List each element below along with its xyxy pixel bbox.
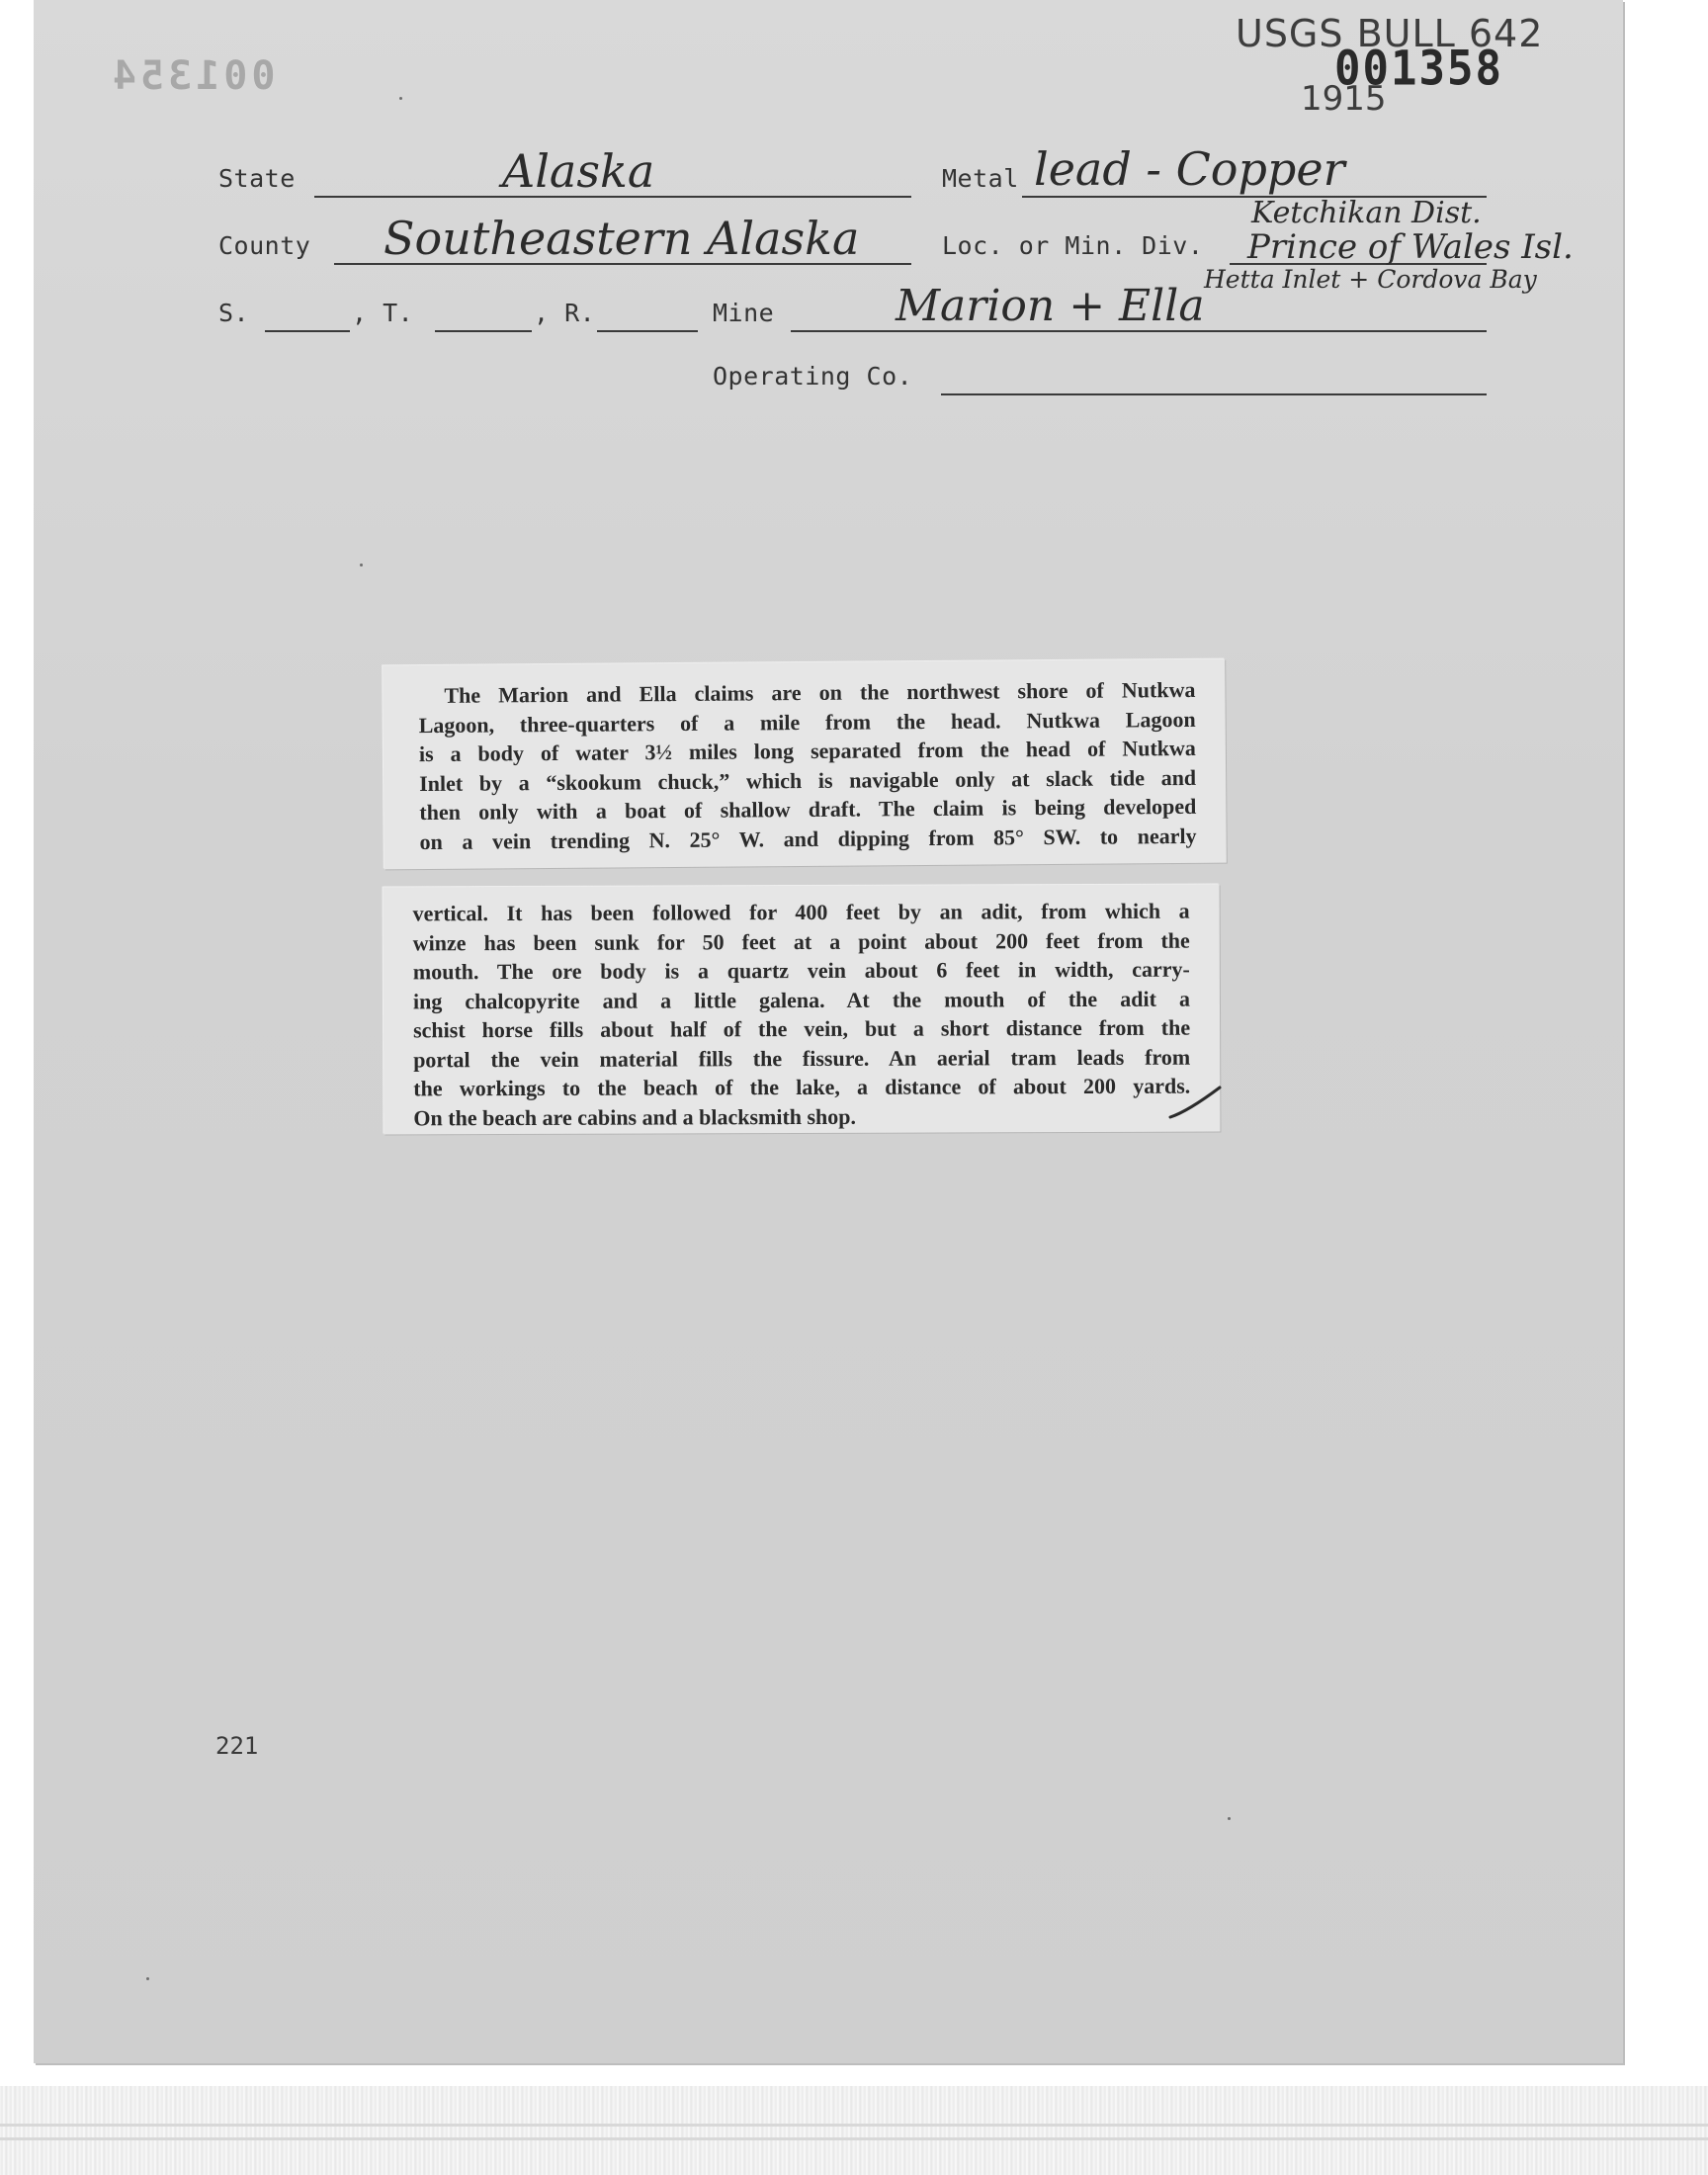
- range-label: , R.: [534, 299, 596, 327]
- metal-value: lead - Copper: [1034, 142, 1345, 196]
- township-underline: [435, 330, 532, 332]
- loc-line2: Prince of Wales Isl.: [1247, 227, 1574, 267]
- loc-line3: Hetta Inlet + Cordova Bay: [1204, 265, 1537, 294]
- clipping1-line-5: then only with a boat of shallow draft. The claim is being developed: [419, 793, 1197, 826]
- section-underline: [265, 330, 350, 332]
- metal-label: Metal: [942, 164, 1019, 193]
- clipping2-line-3: mouth. The ore body is a quartz vein about 6 feet in width, carry-: [412, 956, 1190, 985]
- range-underline: [597, 330, 698, 332]
- clipping1-line-4: Inlet by a “skookum chuck,” which is navigable only at slack tide and: [419, 764, 1197, 796]
- clipping2-line-8: On the beach are cabins and a blacksmith shop.: [413, 1103, 857, 1130]
- loc-label: Loc. or Min. Div.: [942, 231, 1204, 260]
- county-value: Southeastern Alaska: [384, 212, 860, 265]
- clipping-paragraph-2: [384, 885, 1221, 1135]
- clipping2-line-7: the workings to the beach of the lake, a distance of about 200 yards.: [413, 1073, 1191, 1101]
- clipping2-line-1: vertical. It has been followed for 400 feet by an adit, from which a: [412, 898, 1190, 926]
- section-label: S.: [218, 299, 250, 327]
- clipping2-line-5: schist horse fills about half of the vein, but a short distance from the: [413, 1014, 1191, 1043]
- township-label: , T.: [352, 299, 414, 327]
- loc-line1: Ketchikan Dist.: [1251, 196, 1482, 230]
- clipping-paragraph-1: [383, 659, 1227, 870]
- clipping1-line-2: Lagoon, three-quarters of a mile from the head. Nutkwa Lagoon: [418, 706, 1196, 738]
- scan-artifact-band: [0, 2086, 1708, 2175]
- page-number: 221: [215, 1732, 259, 1760]
- speck: [1228, 1817, 1231, 1820]
- speck: [399, 97, 402, 100]
- clipping1-line-6: on a vein trending N. 25° W. and dipping from 85° SW. to nearly: [419, 823, 1197, 854]
- clipping1-line-1: The Marion and Ella claims are on the northwest shore of Nutkwa: [444, 676, 1196, 708]
- mine-label: Mine: [713, 299, 775, 327]
- check-mark-icon: [1166, 1078, 1226, 1127]
- year-stamp: 1915: [1301, 79, 1387, 119]
- state-label: State: [218, 164, 296, 193]
- clipping2-line-2: winze has been sunk for 50 feet at a point about 200 feet from the: [412, 927, 1190, 955]
- operating-co-label: Operating Co.: [713, 362, 913, 391]
- speck: [146, 1977, 149, 1980]
- clipping2-line-6: portal the vein material fills the fissure. An aerial tram leads from: [413, 1044, 1191, 1072]
- record-number-stamp: 001358: [1334, 41, 1503, 97]
- county-label: County: [218, 231, 311, 260]
- operating-co-underline: [941, 393, 1487, 395]
- usgs-reference: USGS BULL 642: [1236, 12, 1544, 55]
- clipping1-line-3: is a body of water 3½ miles long separated from the head of Nutkwa: [418, 735, 1196, 767]
- clipping2-line-4: ing chalcopyrite and a little galena. At the mouth of the adit a: [412, 986, 1191, 1013]
- state-value: Alaska: [502, 144, 655, 198]
- speck: [360, 564, 363, 566]
- mirrored-stamp-number: 001354: [109, 53, 276, 99]
- mine-value: Marion + Ella: [896, 281, 1205, 331]
